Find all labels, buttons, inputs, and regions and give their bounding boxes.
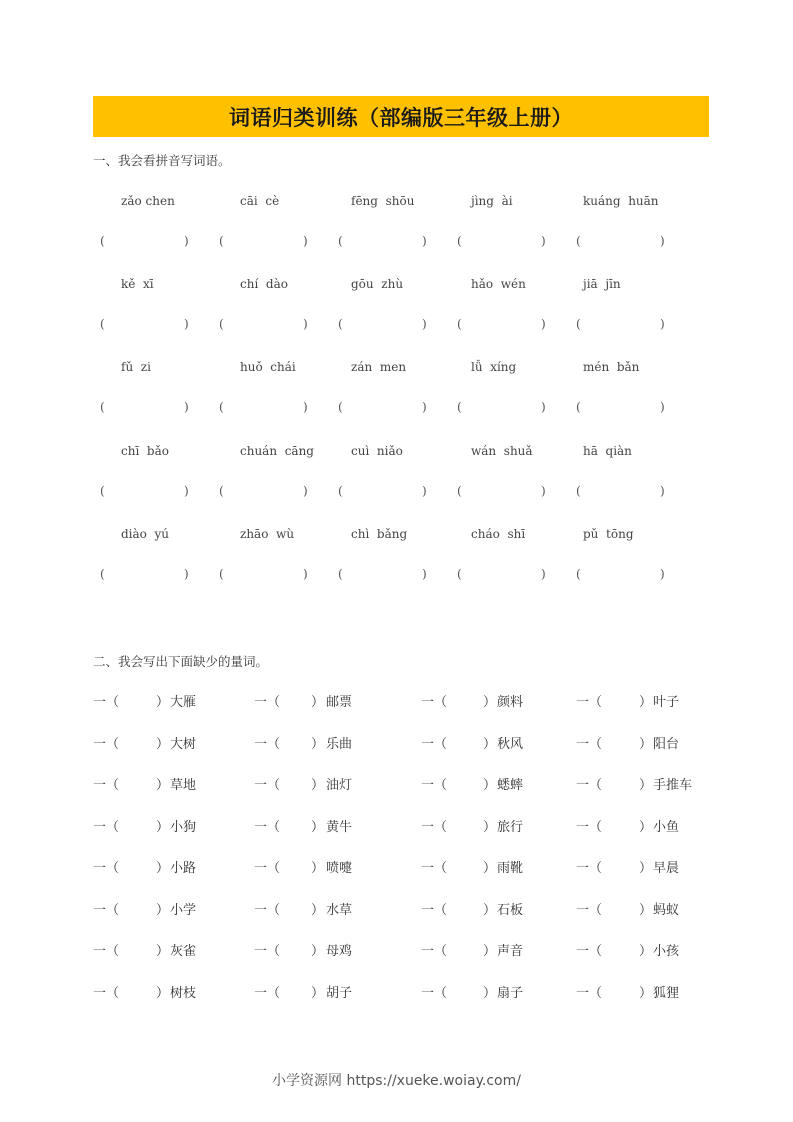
answer-blank-close: ) — [422, 567, 427, 581]
noun-word: 小学 — [170, 902, 197, 918]
answer-blank-close: ) — [422, 484, 427, 498]
close-paren: ） — [311, 819, 325, 835]
answer-blank-open[interactable]: ( — [576, 484, 581, 498]
answer-blank-close: ) — [303, 484, 308, 498]
pinyin-text: cāi cè — [240, 194, 280, 208]
close-paren: ） — [483, 944, 497, 959]
answer-blank-open[interactable]: ( — [100, 317, 105, 331]
answer-blank-open[interactable]: ( — [219, 484, 224, 498]
answer-blank-close: ) — [303, 400, 308, 414]
prefix-one-paren[interactable]: 一（ — [254, 985, 281, 1001]
answer-blank-open[interactable]: ( — [457, 234, 462, 248]
answer-blank-close: ) — [660, 234, 665, 248]
answer-row — [93, 567, 709, 583]
noun-word: 秋风 — [497, 736, 524, 752]
prefix-one-paren[interactable]: 一（ — [254, 944, 281, 959]
answer-blank-open[interactable]: ( — [576, 317, 581, 331]
prefix-one-paren[interactable]: 一（ — [421, 861, 448, 876]
noun-word: 旅行 — [497, 819, 524, 835]
close-paren: ） — [311, 902, 325, 918]
prefix-one-paren[interactable]: 一（ — [421, 695, 448, 710]
prefix-one-paren[interactable]: 一（ — [93, 819, 120, 835]
answer-blank-close: ) — [303, 317, 308, 331]
noun-word: 黄牛 — [326, 819, 353, 835]
answer-blank-close: ) — [422, 400, 427, 414]
prefix-one-paren[interactable]: 一（ — [576, 695, 603, 710]
title-banner — [93, 96, 709, 137]
close-paren: ） — [311, 695, 325, 710]
answer-blank-close: ) — [184, 317, 189, 331]
noun-word: 喷嚏 — [326, 861, 353, 876]
pinyin-row — [93, 194, 709, 210]
prefix-one-paren[interactable]: 一（ — [576, 861, 603, 876]
answer-blank-close: ) — [184, 484, 189, 498]
answer-blank-open[interactable]: ( — [457, 484, 462, 498]
pinyin-text: fēng shōu — [351, 194, 415, 208]
prefix-one-paren[interactable]: 一（ — [576, 778, 603, 793]
pinyin-text: hā qiàn — [583, 444, 632, 458]
close-paren: ） — [639, 819, 653, 835]
close-paren: ） — [483, 902, 497, 918]
prefix-one-paren[interactable]: 一（ — [254, 861, 281, 876]
close-paren: ） — [311, 736, 325, 752]
pinyin-text: pǔ tōng — [583, 527, 634, 541]
answer-blank-close: ) — [422, 234, 427, 248]
pinyin-text: chuán cāng — [240, 444, 314, 458]
answer-blank-close: ) — [184, 234, 189, 248]
prefix-one-paren[interactable]: 一（ — [93, 736, 120, 752]
close-paren: ） — [483, 695, 497, 710]
prefix-one-paren[interactable]: 一（ — [254, 819, 281, 835]
close-paren: ） — [311, 944, 325, 959]
close-paren: ） — [483, 985, 497, 1001]
close-paren: ） — [156, 778, 170, 793]
answer-blank-open[interactable]: ( — [457, 567, 462, 581]
pinyin-text: lǚ xíng — [471, 360, 517, 374]
noun-word: 早晨 — [653, 861, 680, 876]
prefix-one-paren[interactable]: 一（ — [254, 902, 281, 918]
pinyin-text: chí dào — [240, 277, 288, 291]
pinyin-text: zán men — [351, 360, 407, 374]
close-paren: ） — [156, 819, 170, 835]
close-paren: ） — [156, 695, 170, 710]
answer-blank-open[interactable]: ( — [100, 400, 105, 414]
noun-word: 雨靴 — [497, 861, 524, 876]
pinyin-text: mén bǎn — [583, 360, 640, 374]
noun-word: 水草 — [326, 902, 353, 918]
answer-row — [93, 400, 709, 416]
answer-blank-open[interactable]: ( — [219, 317, 224, 331]
prefix-one-paren[interactable]: 一（ — [421, 944, 448, 959]
prefix-one-paren[interactable]: 一（ — [421, 736, 448, 752]
close-paren: ） — [639, 861, 653, 876]
answer-blank-close: ) — [541, 484, 546, 498]
close-paren: ） — [639, 985, 653, 1001]
pinyin-row — [93, 444, 709, 460]
noun-word: 叶子 — [653, 695, 680, 710]
prefix-one-paren[interactable]: 一（ — [421, 778, 448, 793]
pinyin-text: kě xī — [121, 277, 154, 291]
noun-word: 手推车 — [653, 778, 693, 793]
measure-word-row — [93, 899, 713, 917]
section2-heading: 二、我会写出下面缺少的量词。 — [93, 654, 269, 669]
answer-blank-close: ) — [660, 567, 665, 581]
answer-blank-open[interactable]: ( — [219, 567, 224, 581]
pinyin-text: diào yú — [121, 527, 170, 541]
noun-word: 小鱼 — [653, 819, 680, 835]
prefix-one-paren[interactable]: 一（ — [254, 695, 281, 710]
pinyin-text: cháo shī — [471, 527, 526, 541]
noun-word: 大雁 — [170, 695, 197, 710]
pinyin-text: gōu zhù — [351, 277, 404, 291]
prefix-one-paren[interactable]: 一（ — [576, 944, 603, 959]
prefix-one-paren[interactable]: 一（ — [93, 861, 120, 876]
close-paren: ） — [311, 861, 325, 876]
answer-blank-close: ) — [422, 317, 427, 331]
answer-blank-close: ) — [541, 234, 546, 248]
prefix-one-paren[interactable]: 一（ — [93, 944, 120, 959]
prefix-one-paren[interactable]: 一（ — [421, 985, 448, 1001]
pinyin-text: chī bǎo — [121, 444, 169, 458]
pinyin-text: huǒ chái — [240, 360, 296, 374]
close-paren: ） — [156, 861, 170, 876]
answer-blank-open[interactable]: ( — [219, 234, 224, 248]
noun-word: 蟋蟀 — [497, 778, 524, 793]
pinyin-text: kuáng huān — [583, 194, 659, 208]
answer-blank-open[interactable]: ( — [100, 567, 105, 581]
answer-blank-open[interactable]: ( — [338, 400, 343, 414]
prefix-one-paren[interactable]: 一（ — [576, 902, 603, 918]
pinyin-text: jiā jīn — [583, 277, 621, 291]
answer-blank-close: ) — [541, 400, 546, 414]
noun-word: 树枝 — [170, 985, 197, 1001]
close-paren: ） — [483, 861, 497, 876]
noun-word: 胡子 — [326, 985, 353, 1001]
close-paren: ） — [639, 736, 653, 752]
answer-blank-close: ) — [184, 567, 189, 581]
close-paren: ） — [639, 944, 653, 959]
close-paren: ） — [483, 819, 497, 835]
answer-blank-close: ) — [303, 567, 308, 581]
answer-blank-open[interactable]: ( — [576, 234, 581, 248]
answer-row — [93, 484, 709, 500]
prefix-one-paren[interactable]: 一（ — [576, 736, 603, 752]
answer-blank-open[interactable]: ( — [576, 567, 581, 581]
answer-blank-open[interactable]: ( — [338, 567, 343, 581]
answer-blank-open[interactable]: ( — [576, 400, 581, 414]
noun-word: 草地 — [170, 778, 197, 793]
close-paren: ） — [639, 902, 653, 918]
prefix-one-paren[interactable]: 一（ — [254, 778, 281, 793]
close-paren: ） — [156, 944, 170, 959]
answer-blank-open[interactable]: ( — [100, 234, 105, 248]
answer-blank-close: ) — [660, 400, 665, 414]
answer-row — [93, 234, 709, 250]
prefix-one-paren[interactable]: 一（ — [576, 985, 603, 1001]
measure-word-row — [93, 733, 713, 751]
prefix-one-paren[interactable]: 一（ — [93, 778, 120, 793]
answer-blank-close: ) — [303, 234, 308, 248]
answer-blank-open[interactable]: ( — [100, 484, 105, 498]
page-title: 词语归类训练（部编版三年级上册） — [229, 105, 573, 130]
noun-word: 颜料 — [497, 695, 524, 710]
noun-word: 阳台 — [653, 736, 680, 752]
prefix-one-paren[interactable]: 一（ — [576, 819, 603, 835]
measure-word-row — [93, 691, 713, 709]
noun-word: 小狗 — [170, 819, 197, 835]
noun-word: 蚂蚁 — [653, 902, 680, 918]
noun-word: 油灯 — [326, 778, 353, 793]
prefix-one-paren[interactable]: 一（ — [254, 736, 281, 752]
noun-word: 小路 — [170, 861, 197, 876]
pinyin-text: jìng ài — [471, 194, 513, 208]
noun-word: 小孩 — [653, 944, 680, 959]
close-paren: ） — [156, 985, 170, 1001]
pinyin-text: zhāo wù — [240, 527, 295, 541]
noun-word: 乐曲 — [326, 736, 353, 752]
noun-word: 声音 — [497, 944, 524, 959]
close-paren: ） — [483, 736, 497, 752]
close-paren: ） — [311, 778, 325, 793]
pinyin-text: hǎo wén — [471, 277, 526, 291]
measure-word-row — [93, 774, 713, 792]
answer-blank-open[interactable]: ( — [457, 400, 462, 414]
prefix-one-paren[interactable]: 一（ — [93, 695, 120, 710]
prefix-one-paren[interactable]: 一（ — [93, 985, 120, 1001]
answer-blank-open[interactable]: ( — [338, 317, 343, 331]
noun-word: 邮票 — [326, 695, 353, 710]
answer-blank-open[interactable]: ( — [219, 400, 224, 414]
prefix-one-paren[interactable]: 一（ — [93, 902, 120, 918]
pinyin-text: wán shuǎ — [471, 444, 533, 458]
close-paren: ） — [156, 736, 170, 752]
prefix-one-paren[interactable]: 一（ — [421, 819, 448, 835]
noun-word: 大树 — [170, 736, 197, 752]
close-paren: ） — [156, 902, 170, 918]
answer-blank-close: ) — [660, 484, 665, 498]
close-paren: ） — [311, 985, 325, 1001]
close-paren: ） — [483, 778, 497, 793]
pinyin-text: zǎo chen — [121, 194, 175, 208]
answer-row — [93, 317, 709, 333]
answer-blank-close: ) — [541, 567, 546, 581]
pinyin-text: chì bǎng — [351, 527, 408, 541]
footer-source: 小学资源网 https://xueke.woiay.com/ — [272, 1073, 521, 1089]
measure-word-row — [93, 816, 713, 834]
pinyin-row — [93, 360, 709, 376]
answer-blank-open[interactable]: ( — [457, 317, 462, 331]
answer-blank-open[interactable]: ( — [338, 234, 343, 248]
pinyin-text: fǔ zi — [121, 360, 151, 374]
pinyin-row — [93, 527, 709, 543]
measure-word-row — [93, 940, 713, 958]
pinyin-text: cuì niǎo — [351, 444, 403, 458]
close-paren: ） — [639, 695, 653, 710]
section1-heading: 一、我会看拼音写词语。 — [93, 153, 231, 168]
answer-blank-close: ) — [184, 400, 189, 414]
measure-word-row — [93, 857, 713, 875]
measure-word-row — [93, 982, 713, 1000]
noun-word: 狐狸 — [653, 985, 680, 1001]
answer-blank-open[interactable]: ( — [338, 484, 343, 498]
noun-word: 母鸡 — [326, 944, 353, 959]
answer-blank-close: ) — [541, 317, 546, 331]
pinyin-row — [93, 277, 709, 293]
noun-word: 扇子 — [497, 985, 524, 1001]
answer-blank-close: ) — [660, 317, 665, 331]
noun-word: 灰雀 — [170, 944, 197, 959]
close-paren: ） — [639, 778, 653, 793]
noun-word: 石板 — [497, 902, 524, 918]
prefix-one-paren[interactable]: 一（ — [421, 902, 448, 918]
